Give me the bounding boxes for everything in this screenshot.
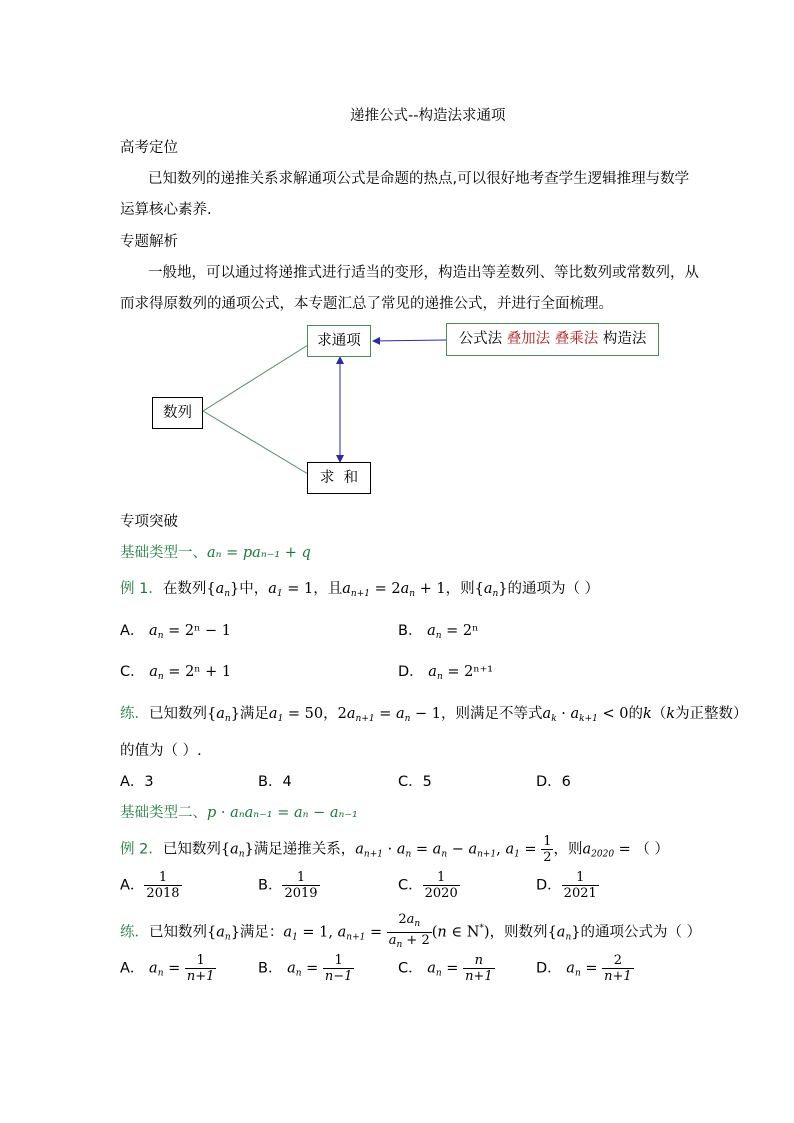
- pr2-option-d[interactable]: D． $a_n$ = $\frac{2}{n+1}$: [536, 953, 632, 984]
- ex1-option-a-rhs: 2ⁿ − 1: [184, 623, 231, 639]
- pr2-option-d-den: n+1: [604, 969, 632, 984]
- pr1-text-3: ，: [323, 706, 338, 722]
- pr1-option-a[interactable]: A．3: [120, 774, 154, 790]
- pr2-option-a-den: n+1: [186, 969, 215, 984]
- diagram-sum-box: 求 和: [307, 462, 371, 494]
- example-2: 例 2．已知数列$\{a_n\}$满足递推关系，$a_{n+1} \cdot a_n = a_n - a_{n+1}$, $a_1$ = $\frac{1}{2}$ ，则$a_{2020}$ = （ ）: [120, 834, 670, 865]
- diagram-line-to-general: [203, 345, 308, 411]
- pr2-option-a-frac: [185, 953, 217, 984]
- ex2-option-a-frac: [144, 870, 181, 901]
- diagram-general-box: 求通项: [307, 325, 371, 357]
- ex2-option-b-key: B．: [258, 877, 283, 894]
- method-formula: 公式法: [458, 331, 503, 347]
- diagram-seq-box: 数列: [152, 397, 203, 429]
- pr2-option-b-den: n−1: [324, 969, 353, 984]
- method-addition: 叠加法: [506, 331, 551, 347]
- pr2-text-1: 已知数列: [149, 924, 207, 941]
- pr1-text-2: 满足: [239, 706, 269, 722]
- pr2-option-b-frac: [323, 953, 355, 984]
- pr2-option-a-num: 1: [185, 953, 217, 969]
- ex2-option-a[interactable]: [120, 870, 182, 901]
- diagram-line-to-sum: [203, 411, 308, 474]
- gaokao-text-2: 运算核心素养.: [120, 202, 212, 218]
- analysis-text-2: 而求得原数列的通项公式，本专题汇总了常见的递推公式，并进行全面梳理。: [120, 296, 613, 312]
- pr2-option-d-num: 2: [602, 953, 634, 969]
- pr2-text-3: ，则数列: [489, 924, 548, 941]
- ex2-option-d[interactable]: [536, 870, 599, 901]
- pr2-option-b[interactable]: B． $a_n$ = $\frac{1}{n-1}$: [258, 953, 353, 984]
- ex1-option-d-key: D．: [398, 664, 424, 680]
- ex1-option-a-key: A．: [120, 623, 145, 639]
- ex1-text-5: 的通项为（ ）: [507, 581, 600, 597]
- ex1-option-c[interactable]: C． $a_n = 2^n + 1$: [120, 664, 232, 682]
- ex1-text-1: 在数列: [162, 581, 207, 597]
- example-2-label: 例 2．: [120, 841, 163, 858]
- diagram-methods-box: [446, 323, 659, 356]
- ex2-option-a-den: 2018: [146, 886, 180, 901]
- type1-label: 基础类型一、: [120, 545, 207, 561]
- pr1-text-1: 已知数列: [149, 706, 207, 722]
- pr2-option-c-den: n+1: [465, 969, 493, 984]
- ex2-option-b[interactable]: [258, 870, 320, 901]
- method-construction: 构造法: [602, 331, 647, 347]
- diagram-arrow-methods: [373, 340, 446, 341]
- ex2-option-d-frac: [562, 870, 599, 901]
- pr1-text-7: 为正整数）: [675, 706, 748, 722]
- pr1-text-4: ，则满足不等式: [441, 706, 543, 722]
- practice-2: 练．已知数列$\{a_n\}$满足：$a_1 = 1$, $a_{n+1}$ = $\frac{2a_n}{a_n + 2}$ (n ∈ N*)，则数列$\{a_n\}$的通项公式为（ ）: [120, 912, 701, 953]
- pr1-text-5: 的: [628, 706, 643, 722]
- pr1-text-6: （: [651, 706, 667, 722]
- pr1-option-d[interactable]: D．6: [536, 774, 571, 790]
- pr2-option-a-key: A．: [120, 960, 145, 977]
- example-1: 例 1．在数列$\{a_n\}$中，$a_1 = 1$，且$a_{n+1} = 2a_n + 1$，则$\{a_n\}$的通项为（ ）: [120, 581, 600, 599]
- ex2-text-4: （ ）: [635, 841, 670, 858]
- practice-1-label: 练．: [120, 706, 149, 722]
- section-analysis: 专题解析: [120, 234, 178, 250]
- pr2-text-2: 满足：: [239, 924, 284, 941]
- concept-diagram: [0, 0, 794, 520]
- type1-heading: [120, 541, 311, 562]
- ex1-option-b-key: B．: [398, 623, 423, 639]
- ex1-text-3: ，且: [313, 581, 343, 597]
- pr2-option-c-num: n: [463, 953, 495, 969]
- pr2-text-4: 的通项公式为（ ）: [580, 924, 702, 941]
- ex2-option-b-num: 1: [282, 870, 319, 886]
- pr1-option-b[interactable]: B．4: [258, 774, 292, 790]
- ex1-option-c-key: C．: [120, 664, 145, 680]
- ex2-option-b-frac: [282, 870, 319, 901]
- page-title: 递推公式--构造法求通项: [350, 108, 506, 124]
- ex2-text-3: ，则: [553, 841, 583, 858]
- ex2-option-c-num: 1: [423, 870, 460, 886]
- pr2-option-d-key: D．: [536, 960, 562, 977]
- pr2-option-b-num: 1: [323, 953, 355, 969]
- ex2-option-c-key: C．: [398, 877, 423, 894]
- ex1-option-d-rhs: 2ⁿ⁺¹: [464, 664, 494, 680]
- ex2-text-1: 已知数列: [162, 841, 221, 858]
- pr2-option-a[interactable]: A． $a_n$ = $\frac{1}{n+1}$: [120, 953, 215, 984]
- practice-1: 练．已知数列$\{a_n\}$满足$a_1 = 50$，$2a_{n+1} = a_n - 1$，则满足不等式$a_k \cdot a_{k+1} < 0$的k（k为正整数）: [120, 706, 748, 724]
- ex2-option-c-frac: [423, 870, 460, 901]
- ex1-text-4: ，则: [445, 581, 475, 597]
- ex1-text-2: 中，: [239, 581, 269, 597]
- pr2-option-c-frac: [463, 953, 495, 984]
- ex2-option-d-den: 2021: [563, 886, 597, 901]
- practice-1-tail: 的值为（ ）.: [120, 743, 202, 759]
- ex1-option-d[interactable]: D． $a_n = 2^{n+1}$: [398, 664, 494, 682]
- example-1-label: 例 1．: [120, 581, 163, 597]
- ex1-option-b-rhs: 2ⁿ: [462, 623, 479, 639]
- pr2-option-d-frac: [602, 953, 634, 984]
- ex2-option-c-den: 2020: [424, 886, 458, 901]
- pr2-option-c[interactable]: C． $a_n$ = $\frac{n}{n+1}$: [398, 953, 493, 984]
- section-breakthrough: 专项突破: [120, 514, 178, 530]
- section-gaokao: 高考定位: [120, 140, 178, 156]
- ex1-option-c-rhs: 2ⁿ + 1: [185, 664, 232, 680]
- pr2-option-c-key: C．: [398, 960, 423, 977]
- ex2-option-b-den: 2019: [284, 886, 318, 901]
- analysis-text-1: 一般地，可以通过将递推式进行适当的变形，构造出等差数列、等比数列或常数列，从: [148, 265, 699, 281]
- type1-formula: aₙ = paₙ₋₁ + q: [207, 545, 311, 561]
- method-multiplication: 叠乘法: [554, 331, 599, 347]
- gaokao-text-1: 已知数列的递推关系求解通项公式是命题的热点,可以很好地考查学生逻辑推理与数学: [148, 171, 690, 187]
- type2-heading: [120, 801, 358, 822]
- ex2-option-d-key: D．: [536, 877, 562, 894]
- ex2-a1-frac: $\frac{1}{2}$: [543, 834, 552, 865]
- pr2-option-b-key: B．: [258, 960, 283, 977]
- pr2-recur-frac: $\frac{2a_n}{a_n + 2}$: [388, 912, 430, 950]
- ex2-option-a-key: A．: [120, 877, 145, 894]
- type2-formula: p · aₙaₙ₋₁ = aₙ − aₙ₋₁: [207, 805, 358, 821]
- ex2-option-a-num: 1: [144, 870, 181, 886]
- pr1-option-c[interactable]: C．5: [398, 774, 432, 790]
- type2-label: 基础类型二、: [120, 805, 207, 821]
- ex1-option-a[interactable]: A． $a_n = 2^n - 1$: [120, 623, 231, 641]
- practice-2-label: 练．: [120, 924, 149, 941]
- ex2-option-d-num: 1: [562, 870, 599, 886]
- ex1-option-b[interactable]: B． $a_n = 2^n$: [398, 623, 479, 641]
- ex2-text-2: 满足递推关系，: [253, 841, 356, 858]
- ex2-option-c[interactable]: [398, 870, 460, 901]
